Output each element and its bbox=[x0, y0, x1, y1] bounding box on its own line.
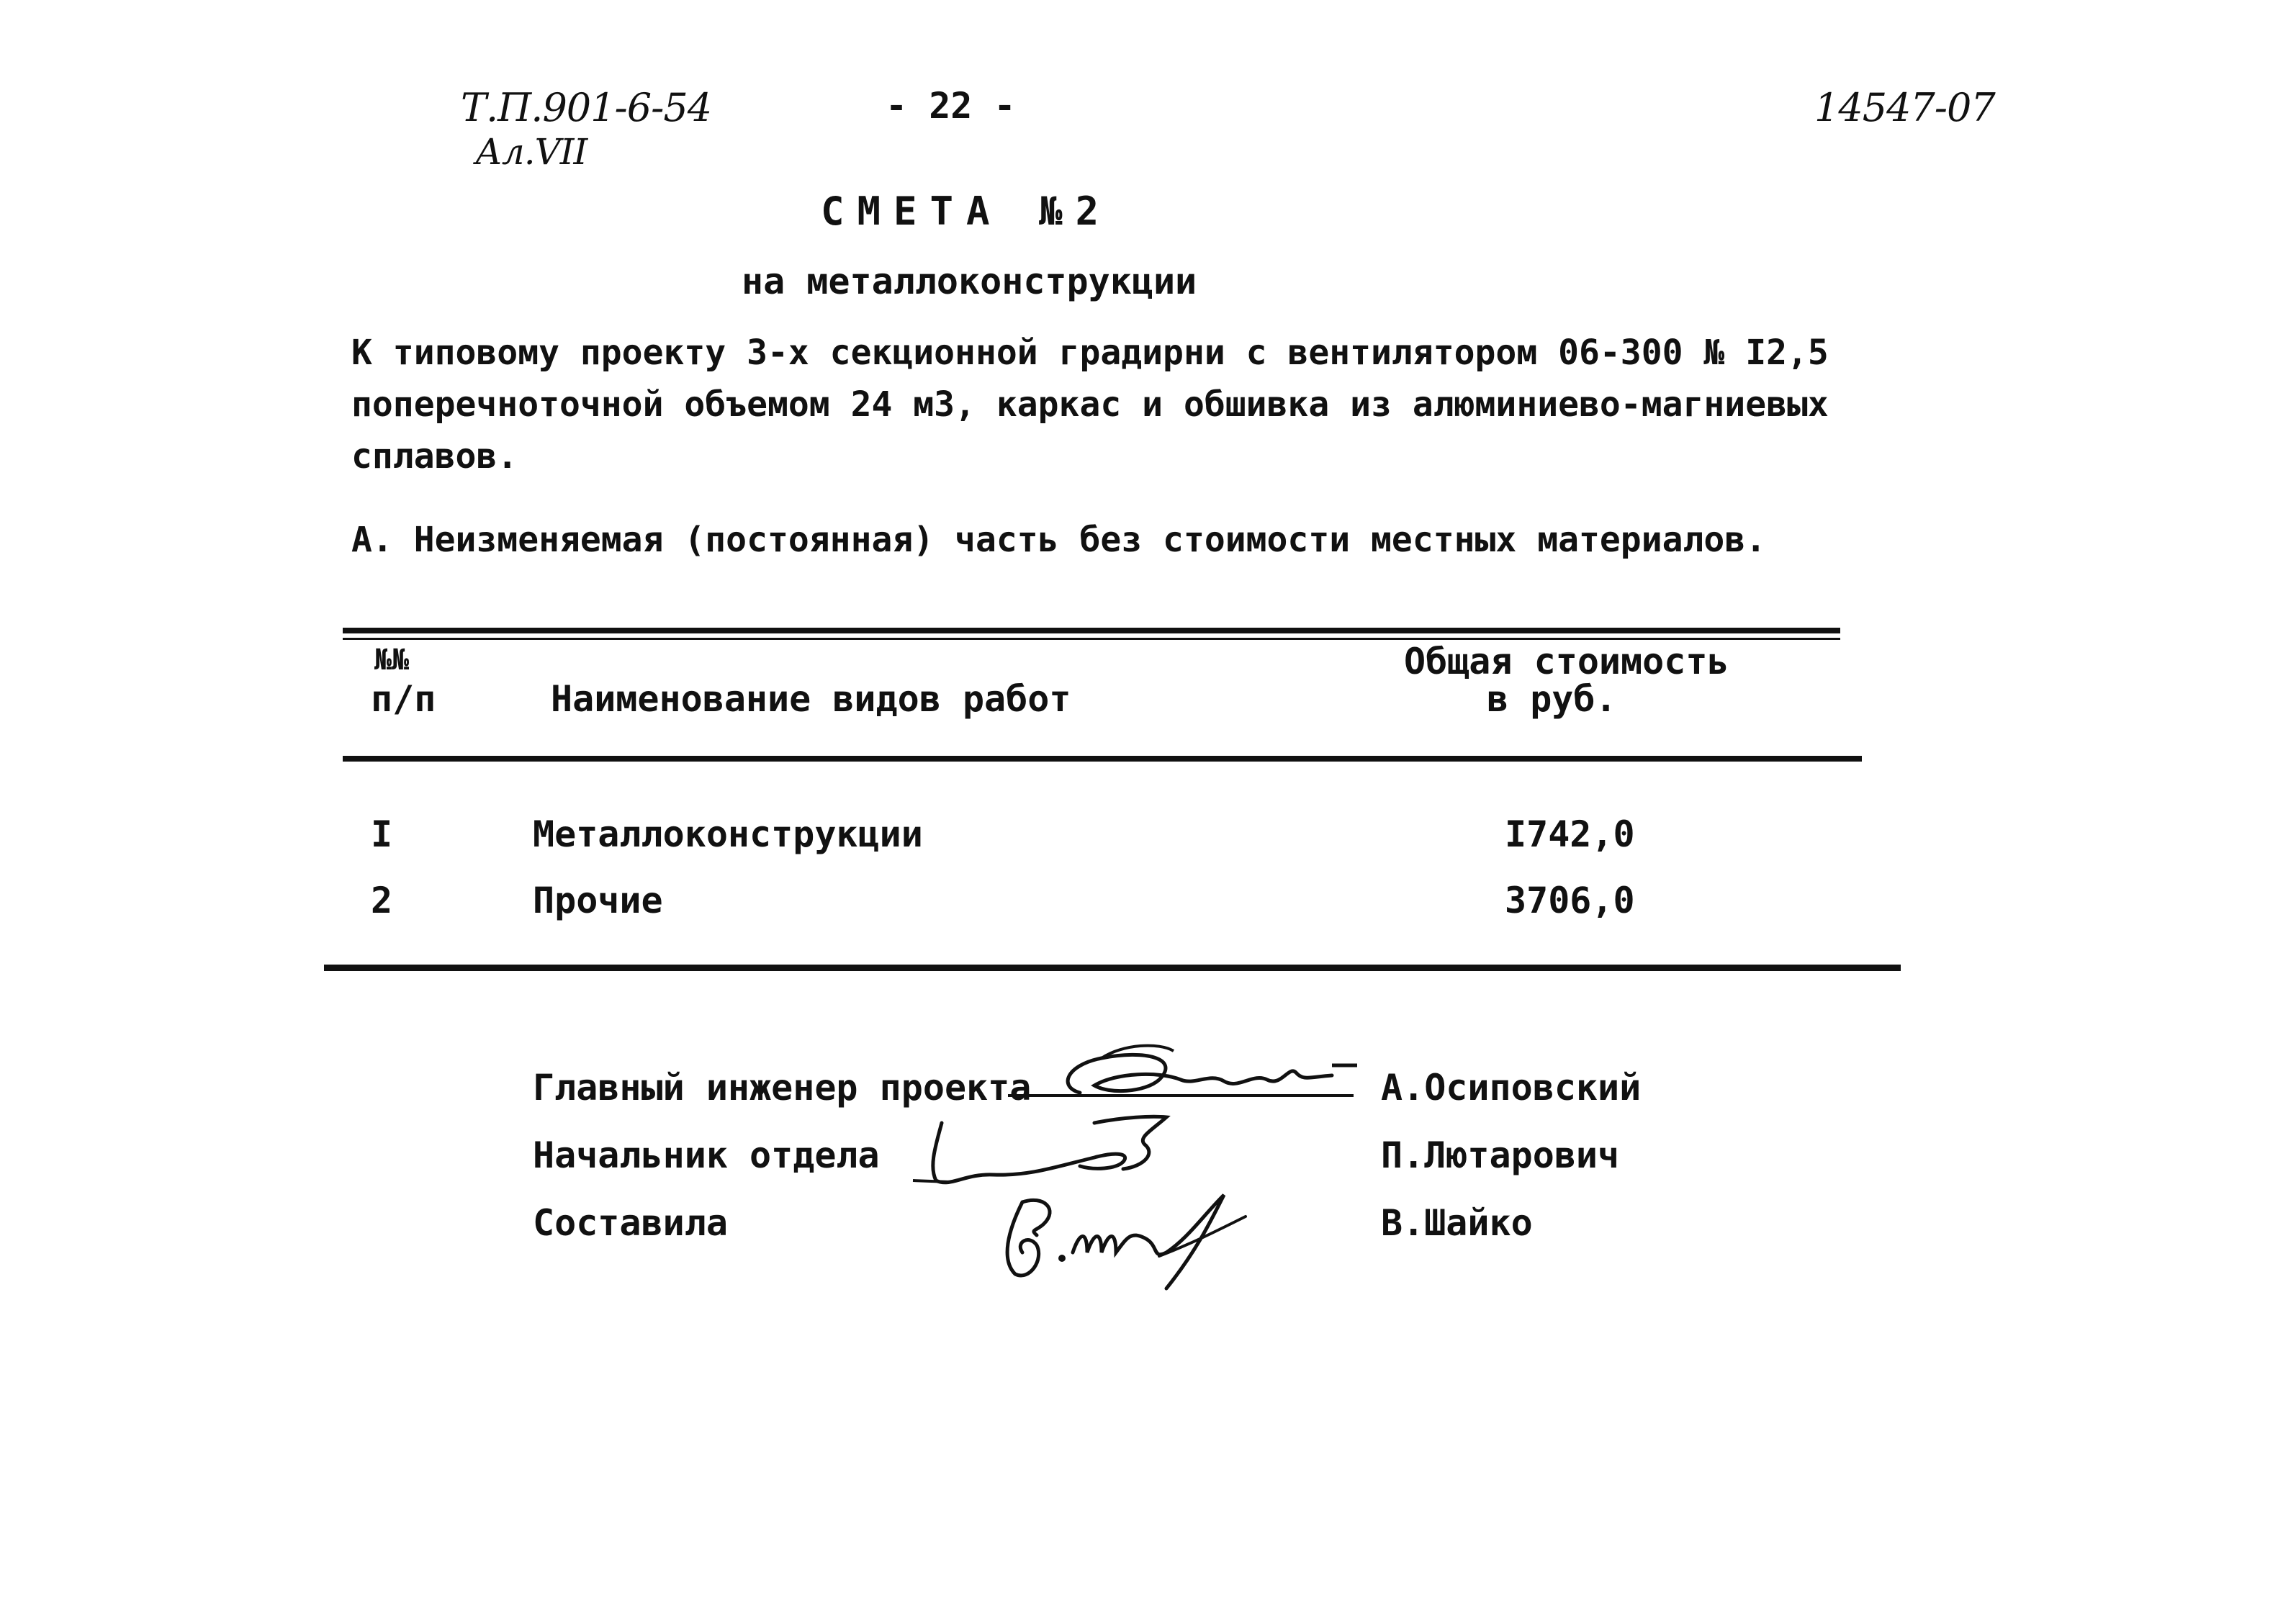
signature-name: А.Осиповский bbox=[1381, 1067, 1642, 1109]
header-name: Наименование видов работ bbox=[551, 678, 1071, 720]
project-code: Т.П.901-6-54 bbox=[461, 85, 712, 130]
table-header-rule bbox=[343, 756, 1862, 762]
page-number: - 22 - bbox=[886, 85, 1016, 127]
row-name: Металлоконструкции bbox=[533, 813, 923, 855]
section-heading: А. Неизменяемая (постоянная) часть без стоимости местных материалов. bbox=[351, 520, 1767, 560]
signature-compiler bbox=[986, 1173, 1274, 1296]
signature-role: Составила bbox=[533, 1202, 728, 1244]
row-number: I bbox=[371, 813, 393, 855]
table-bottom-rule bbox=[324, 965, 1901, 971]
signature-role: Главный инженер проекта bbox=[533, 1067, 1032, 1109]
header-num-line1: №№ bbox=[374, 644, 410, 677]
inventory-number: 14547-07 bbox=[1814, 85, 1995, 130]
intro-line-2: поперечноточной объемом 24 м3, каркас и обшивка из алюминиево-магниевых bbox=[351, 384, 1829, 425]
header-cost-line2: в руб. bbox=[1487, 678, 1617, 720]
row-cost: 3706,0 bbox=[1505, 880, 1635, 921]
header-cost-line1: Общая стоимость bbox=[1404, 641, 1729, 682]
intro-line-1: К типовому проекту 3-х секционной градирни с вентилятором 06-300 № I2,5 bbox=[351, 333, 1829, 373]
row-number: 2 bbox=[371, 880, 393, 921]
table-top-rule-thin bbox=[343, 638, 1840, 640]
document-subtitle: на металлоконструкции bbox=[742, 261, 1197, 302]
signature-name: П.Лютарович bbox=[1381, 1134, 1620, 1176]
document-title: СМЕТА №2 bbox=[821, 189, 1112, 234]
table-top-rule bbox=[343, 628, 1840, 633]
album-number: Ал.VII bbox=[475, 131, 587, 173]
row-name: Прочие bbox=[533, 880, 663, 921]
signature-role: Начальник отдела bbox=[533, 1134, 880, 1176]
signature-name: В.Шайко bbox=[1381, 1202, 1533, 1244]
header-num-line2: п/п bbox=[371, 678, 436, 720]
intro-line-3: сплавов. bbox=[351, 436, 518, 477]
row-cost: I742,0 bbox=[1505, 813, 1635, 855]
